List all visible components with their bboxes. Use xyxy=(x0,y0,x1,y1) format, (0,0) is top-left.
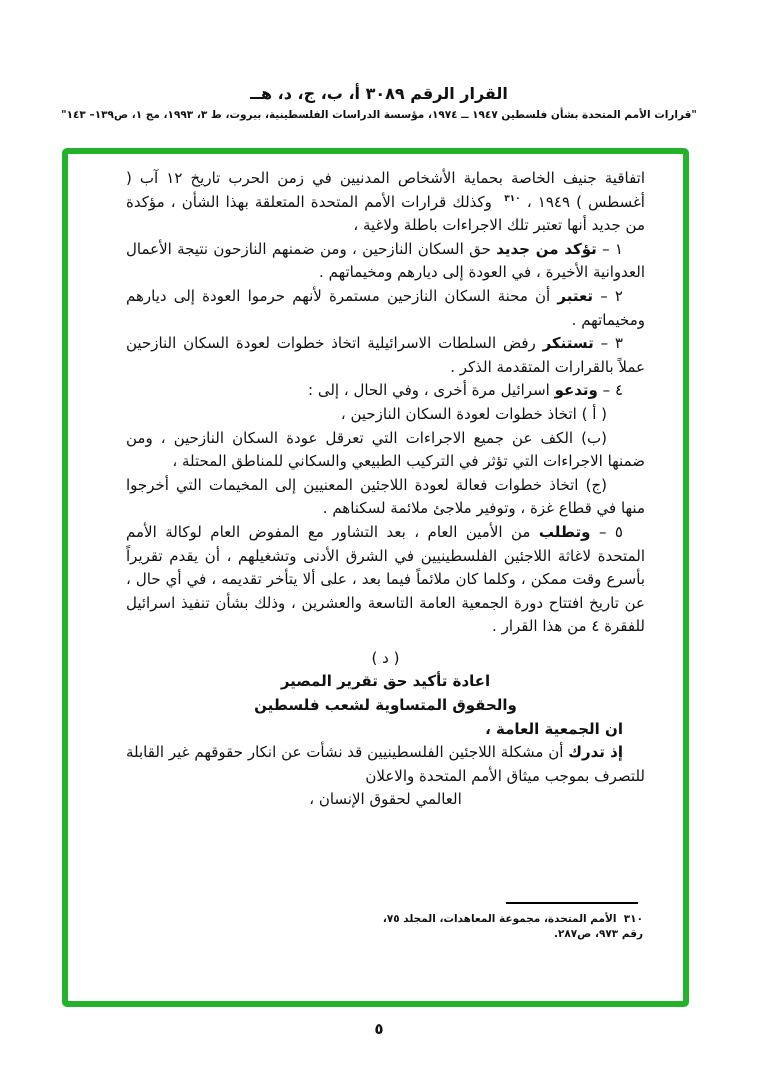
footnote-block xyxy=(373,902,643,942)
subclause-c-text: اتخاذ خطوات فعالة لعودة اللاجئين المعنيين إلى المخيمات التي أخرجوا منها في قطاع غزة ، وتوفير ملاجئ ملائمة لسكناهم . xyxy=(126,475,645,518)
clause-5-lead: وتطلب xyxy=(538,522,591,541)
clause-1-lead: تؤكد من جديد xyxy=(496,239,597,258)
clause-4-text: اسرائيل مرة أخرى ، وفي الحال ، إلى : xyxy=(308,381,550,400)
section-d-heading-line1: اعادة تأكيد حق تقرير المصير xyxy=(280,672,491,691)
subclause-b xyxy=(126,427,645,474)
subclause-b-marker: (ب) xyxy=(581,428,607,447)
resolution-title: القرار الرقم ٣٠٨٩ أ، ب، ج، د، هــ xyxy=(250,84,508,103)
intro-text-after-ref: وكذلك قرارات الأمم المتحدة المتعلقة بهذا الشأن ، مؤكدة من جديد أنها تعتبر تلك الاجراءات باطلة ولاغية ، xyxy=(126,192,645,235)
page-number: ٥ xyxy=(374,1020,384,1038)
subclause-a-text: اتخاذ خطوات لعودة السكان النازحين ، xyxy=(340,404,577,423)
clause-5 xyxy=(126,521,645,639)
clause-1-number: ١ – xyxy=(602,239,623,258)
clause-3-lead: تستنكر xyxy=(542,334,594,353)
subclause-a xyxy=(126,403,645,427)
intro-paragraph xyxy=(126,167,645,238)
general-assembly-line: ان الجمعية العامة ، xyxy=(485,719,623,738)
subclause-b-text: الكف عن جميع الاجراءات التي تعرقل عودة السكان النازحين ، ومن ضمنها الاجراءات التي تؤثر في التركيب الطبيعي والسكاني للمناطق المحتلة ، xyxy=(126,428,645,471)
clause-4-number: ٤ – xyxy=(602,381,623,400)
footnote-reference-mark: ٣١٠ xyxy=(504,193,521,204)
section-d-marker: ( د ) xyxy=(371,648,400,667)
recognizing-lead: إذ تدرك xyxy=(568,743,623,762)
clause-3 xyxy=(126,332,645,379)
clause-1-text: حق السكان النازحين ، ومن ضمنهم النازحون نتيجة الأعمال العدوانية الأخيرة ، في العودة إلى ديارهم ومخيماتهم . xyxy=(126,239,645,282)
source-citation: "قرارات الأمم المتحدة بشأن فلسطين ١٩٤٧ ــ ١٩٧٤، مؤسسة الدراسات الفلسطينية، بيروت، ط ٣، ١٩٩٣، مج ١، ص١٣٩– ١٤٣" xyxy=(61,109,697,121)
recognizing-text: أن مشكلة اللاجئين الفلسطينيين قد نشأت عن انكار حقوقهم غير القابلة للتصرف بموجب ميثاق الأمم المتحدة والاعلان xyxy=(126,743,645,785)
clause-1 xyxy=(126,238,645,285)
subclause-c xyxy=(126,474,645,521)
footnote-separator xyxy=(506,902,638,904)
clause-2-lead: تعتبر xyxy=(557,286,594,305)
subclause-c-marker: (ج) xyxy=(585,475,607,494)
clause-3-number: ٣ – xyxy=(600,334,623,353)
body-text xyxy=(126,167,645,812)
clause-4-lead: وتدعو xyxy=(554,381,598,400)
subclause-a-marker: ( أ ) xyxy=(581,404,607,423)
recognizing-last-line: العالمي لحقوق الإنسان ، xyxy=(309,790,462,809)
green-frame xyxy=(62,148,689,1007)
clause-3-text: رفض السلطات الاسرائيلية اتخاذ خطوات لعودة السكان النازحين عملاً بالقرارات المتقدمة الذكر . xyxy=(126,334,645,376)
clause-2-number: ٢ – xyxy=(600,286,623,305)
clause-5-text: من الأمين العام ، بعد التشاور مع المفوض العام لوكالة الأمم المتحدة لاغاثة اللاجئين الفلسطينيين في الشرق الأدنى وتشغيلهم ، أن يقدم تقريراً بأسرع وقت ممكن ، وكلما كان ملائماً فيما بعد ، على ألا يتأخر تقديمه ، في أي حال ، عن تاريخ افتتاح دورة الجمعية العامة التاسعة والعشرين ، وذلك بشأن تنفيذ اسرائيل للفقرة ٤ من هذا القرار . xyxy=(126,522,645,636)
footnote-text: الأمم المتحدة، مجموعة المعاهدات، المجلد ٧٥، رقم ٩٧٣، ص٢٨٧. xyxy=(382,913,643,940)
clause-2-text: أن محنة السكان النازحين مستمرة لأنهم حرموا العودة إلى ديارهم ومخيماتهم . xyxy=(126,286,645,329)
clause-2 xyxy=(126,285,645,332)
footnote-number: ٣١٠ xyxy=(623,913,643,925)
recognizing-paragraph xyxy=(126,741,645,788)
footnote-text-line xyxy=(373,912,643,942)
clause-5-number: ٥ – xyxy=(598,522,623,541)
section-d-heading-line2: والحقوق المتساوية لشعب فلسطين xyxy=(254,696,517,715)
intro-text-before-ref: اتفاقية جنيف الخاصة بحماية الأشخاص المدنيين في زمن الحرب تاريخ ١٢ آب ( أغسطس ) ١٩٤٩ ، xyxy=(126,169,645,211)
clause-4 xyxy=(126,379,645,403)
